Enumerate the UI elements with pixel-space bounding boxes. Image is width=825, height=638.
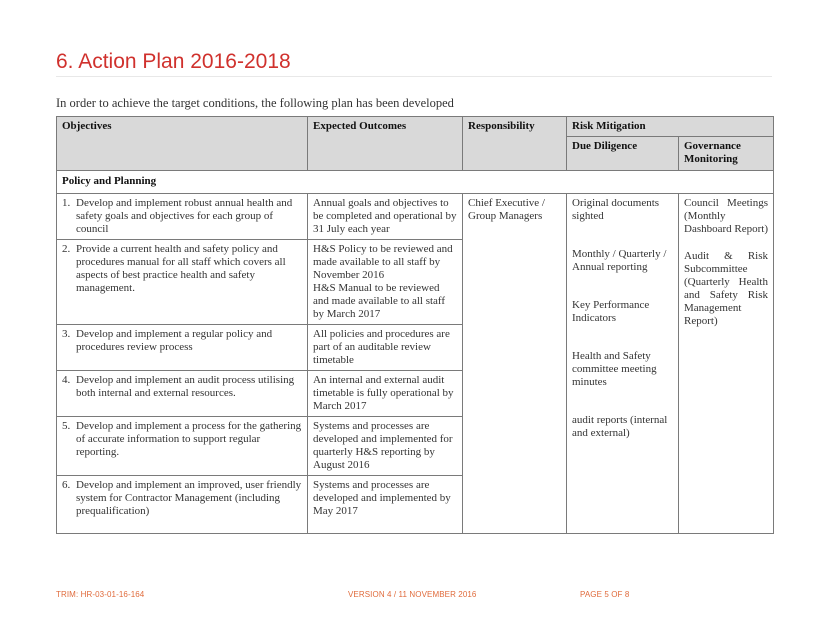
header-expected-outcomes: Expected Outcomes xyxy=(308,117,463,171)
objective-number: 4. xyxy=(62,374,71,386)
header-due-diligence: Due Diligence xyxy=(567,137,679,171)
header-risk-mitigation: Risk Mitigation xyxy=(567,117,774,137)
outcome-cell: Systems and processes are developed and implemented for quarterly H&S reporting by August 2016 xyxy=(308,417,463,476)
objective-text: Develop and implement an audit process utilising both internal and external resources. xyxy=(76,374,295,399)
governance-cell xyxy=(679,194,774,534)
objective-text: Develop and implement robust annual health and safety goals and objectives for each group of council xyxy=(76,197,293,235)
footer-version: VERSION 4 / 11 NOVEMBER 2016 xyxy=(348,590,477,599)
due-diligence-item: Monthly / Quarterly / Annual reporting xyxy=(572,248,667,273)
intro-text: In order to achieve the target conditions, the following plan has been developed xyxy=(56,96,454,110)
objective-number: 3. xyxy=(62,328,71,340)
objective-cell xyxy=(57,476,308,534)
responsibility-cell: Chief Executive / Group Managers xyxy=(463,194,567,534)
table-row xyxy=(57,194,774,240)
outcome-cell xyxy=(308,240,463,325)
footer-page-number: PAGE 5 OF 8 xyxy=(580,590,630,599)
action-plan-table xyxy=(56,116,774,534)
due-diligence-item: Health and Safety committee meeting minutes xyxy=(572,350,657,388)
objective-text: Develop and implement an improved, user friendly system for Contractor Management (including prequalification) xyxy=(76,479,302,517)
outcome-text: H&S Policy to be reviewed and made available to all staff by November 2016 xyxy=(313,243,453,281)
objective-number: 5. xyxy=(62,420,71,432)
outcome-cell: Annual goals and objectives to be completed and operational by 31 July each year xyxy=(308,194,463,240)
objective-text: Provide a current health and safety policy and procedures manual for all staff which covers all aspects of best practice health and safety management. xyxy=(76,243,286,294)
objective-number: 2. xyxy=(62,243,71,255)
title-divider xyxy=(56,76,772,77)
due-diligence-cell xyxy=(567,194,679,534)
objective-cell xyxy=(57,371,308,417)
objective-number: 6. xyxy=(62,479,71,491)
section-policy-and-planning: Policy and Planning xyxy=(57,171,774,194)
due-diligence-item: Key Performance Indicators xyxy=(572,299,650,324)
outcome-cell: All policies and procedures are part of an auditable review timetable xyxy=(308,325,463,371)
outcome-text: H&S Manual to be reviewed and made available to all staff by March 2017 xyxy=(313,282,446,320)
outcome-cell: An internal and external audit timetable is fully operational by March 2017 xyxy=(308,371,463,417)
due-diligence-item: audit reports (internal and external) xyxy=(572,414,668,439)
governance-item: Council Meetings (Monthly Dashboard Report) xyxy=(684,197,769,235)
objective-cell xyxy=(57,325,308,371)
objective-text: Develop and implement a regular policy and procedures review process xyxy=(76,328,273,353)
header-objectives: Objectives xyxy=(57,117,308,171)
objective-number: 1. xyxy=(62,197,71,209)
header-governance-monitoring: Governance Monitoring xyxy=(679,137,774,171)
objective-cell xyxy=(57,417,308,476)
due-diligence-item: Original documents sighted xyxy=(572,197,660,222)
objective-cell xyxy=(57,240,308,325)
governance-item: Audit & Risk Subcommittee (Quarterly Health and Safety Risk Management Report) xyxy=(684,250,768,327)
objective-cell xyxy=(57,194,308,240)
page-title: 6. Action Plan 2016-2018 xyxy=(56,50,291,73)
header-responsibility: Responsibility xyxy=(463,117,567,171)
outcome-cell: Systems and processes are developed and implemented by May 2017 xyxy=(308,476,463,534)
footer-trim: TRIM: HR-03-01-16-164 xyxy=(56,590,145,599)
objective-text: Develop and implement a process for the gathering of accurate information to support regular reporting. xyxy=(76,420,302,458)
